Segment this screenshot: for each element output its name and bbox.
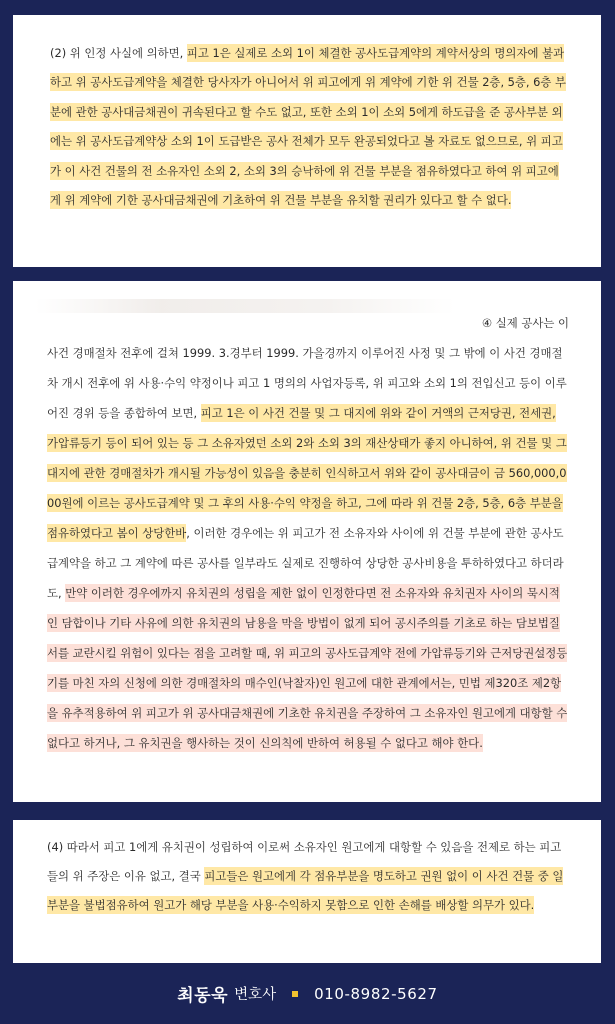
lawyer-name: 최동욱 (177, 986, 229, 1006)
highlighted-text-yellow: 피고들은 원고에게 각 점유부분을 명도하고 권원 없이 이 사건 건물 중 일부분을 불법점유하여 원고가 해당 부분을 사용·수익하지 못함으로 인한 손해를 배상할 의무가 있다. (47, 869, 564, 912)
paragraph-2-lead: ④ 실제 공사는 이 (481, 316, 569, 330)
faded-cut-line (35, 299, 455, 313)
phone-number[interactable]: 010-8982-5627 (314, 984, 438, 1003)
text-segment: (2) 위 인정 사실에 의하면, (50, 46, 187, 60)
excerpt-card-2 (13, 281, 601, 802)
text-segment: , 이러한 경우에는 위 피고가 전 소유자와 사이에 위 건물 부분에 관한 공사도급계약을 하고 그 계약에 따른 공사를 일부라도 실제로 진행하여 상당한 공사비용을 투하하였다고 하더라도, (47, 526, 564, 600)
highlighted-text-yellow: 피고 1은 실제로 소외 1이 체결한 공사도급계약의 계약서상의 명의자에 불과하고 위 공사도급계약을 체결한 당사자가 아니어서 위 피고에게 위 계약에 기한 위 건물 2층, 5층, 6층 부분에 관한 공사대금채권이 귀속된다고 할 수도 없고, 또한 소외 1이 소외 5에게 하도급을 준 공사부분 외에는 위 공사도급계약상 소외 1이 도급받은 공사 전체가 모두 완공되었다고 볼 자료도 없으므로, 위 피고가 이 사건 건물의 전 소유자인 소외 2, 소외 3의 승낙하에 위 건물 부분을 점유하였다고 하여 위 피고에게 위 계약에 기한 공사대금채권에 기초하여 위 건물 부분을 유치할 권리가 있다고 할 수 없다. (50, 46, 567, 208)
highlighted-text-pink: 만약 이러한 경우에까지 유치권의 성립을 제한 없이 인정한다면 전 소유자와 유치권자 사이의 묵시적인 담합이나 기타 사유에 의한 유치권의 남용을 막을 방법이 없게 되어 공시주의를 기초로 하는 담보법질서를 교란시킬 위험이 있다는 점을 고려할 때, 위 피고의 공사도급계약 전에 가압류등기와 근저당권설정등기를 마친 자의 신청에 의한 경매절차의 매수인(낙찰자)인 원고에 대한 관계에서는, 민법 제320조 제2항을 유추적용하여 위 피고가 위 공사대금채권에 기초한 유치권을 주장하여 그 소유자인 원고에게 대항할 수 없다고 하거나, 그 유치권을 행사하는 것이 신의칙에 반하여 허용될 수 없다고 해야 한다. (47, 586, 568, 750)
highlighted-text-yellow: 피고 1은 이 사건 건물 및 그 대지에 위와 같이 거액의 근저당권, 전세권, 가압류등기 등이 되어 있는 등 그 소유자였던 소외 2와 소외 3의 재산상태가 좋지 아니하여, 위 건물 및 그 대지에 관한 경매절차가 개시될 가능성이 있음을 충분히 인식하고서 위와 같이 공사대금이 금 560,000,000원에 이르는 공사도급계약 및 그 후의 사용·수익 약정을 하고, 그에 따라 위 건물 2층, 5층, 6층 부분을 점유하였다고 봄이 상당한바 (47, 406, 567, 540)
lawyer-title: 변호사 (234, 987, 277, 1003)
paragraph-1 (50, 39, 569, 215)
separator-square-icon (292, 991, 298, 997)
excerpt-card-3 (13, 820, 601, 963)
paragraph-2 (47, 338, 569, 758)
footer-contact-bar (0, 963, 615, 1024)
text-segment: 사건 경매절차 전후에 걸쳐 1999. 3.경부터 1999. 가을경까지 이루어진 사정 및 그 밖에 이 사건 경매절차 개시 전후에 위 사용·수익 약정이나 피고 1 명의의 사업자등록, 위 피고와 소외 1의 전입신고 등이 이루어진 경위 등을 종합하여 보면, (47, 346, 567, 420)
paragraph-3 (47, 833, 569, 920)
excerpt-card-1 (13, 15, 601, 267)
text-segment: (4) 따라서 피고 1에게 유치권이 성립하여 이로써 소유자인 원고에게 대항할 수 있음을 전제로 하는 피고들의 위 주장은 이유 없고, 결국 (47, 840, 562, 883)
